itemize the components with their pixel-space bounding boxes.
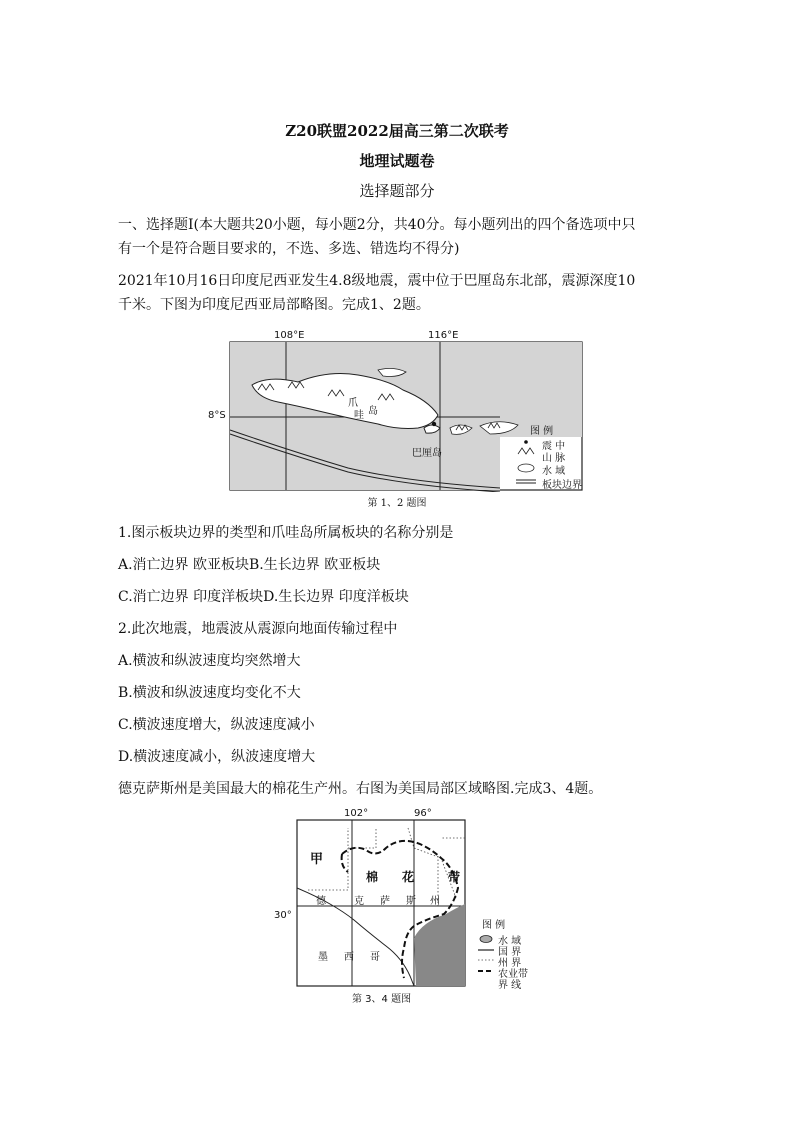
state-label-3: 萨 (380, 896, 390, 907)
section-title: 选择题部分 (359, 182, 435, 200)
lon-116: 116°E (428, 330, 459, 341)
q1-stem: 1.图示板块边界的类型和爪哇岛所属板块的名称分别是 (118, 525, 454, 541)
legend1-water: 水 域 (542, 466, 566, 477)
q2-option-c: C.横波速度增大，纵波速度减小 (118, 717, 315, 733)
map2-caption: 第 3、4 题图 (352, 994, 412, 1005)
intro1-line1: 2021年10月16日印度尼西亚发生4.8级地震，震中位于巴厘岛东北部，震源深度10 (118, 273, 636, 289)
label-jia: 甲 (310, 852, 324, 867)
lon-96: 96° (414, 808, 432, 819)
legend1-epicenter: 震 中 (542, 441, 566, 452)
belt-label-3: 带 (448, 870, 461, 884)
state-label-2: 克 (354, 896, 364, 907)
lat-30: 30° (274, 910, 292, 921)
legend2-state: 州 界 (498, 958, 522, 969)
java-label-1: 爪 (348, 398, 358, 409)
mexico-label-3: 哥 (370, 952, 380, 963)
java-label-2: 哇 (354, 410, 364, 421)
legend1-boundary: 板块边界 (542, 480, 582, 491)
mexico-label-1: 墨 (318, 952, 328, 963)
legend2-water: 水 域 (498, 936, 522, 947)
subject-title: 地理试题卷 (359, 152, 435, 170)
indonesia-map-graphic (228, 330, 584, 492)
state-label-1: 德 (316, 896, 326, 907)
state-label-5: 州 (430, 896, 440, 907)
q2-option-a: A.横波和纵波速度均突然增大 (118, 653, 301, 669)
legend2-national: 国 界 (498, 947, 522, 958)
state-label-4: 斯 (406, 896, 416, 907)
legend1-title: 图 例 (530, 426, 554, 437)
lon-108: 108°E (274, 330, 305, 341)
lat-8s: 8°S (208, 410, 226, 421)
java-label-3: 岛 (368, 406, 378, 417)
q2-stem: 2.此次地震，地震波从震源向地面传输过程中 (118, 621, 398, 637)
map1-caption: 第 1、2 题图 (367, 498, 427, 509)
section-instruction-line1: 一、选择题Ⅰ(本大题共20小题，每小题2分，共40分。每小题列出的四个备选项中只 (118, 217, 636, 233)
q2-option-d: D.横波速度减小，纵波速度增大 (118, 749, 316, 765)
bali-label: 巴厘岛 (412, 448, 442, 459)
q1-options-ab: A.消亡边界 欧亚板块B.生长边界 欧亚板块 (118, 557, 381, 573)
legend1-mountain: 山 脉 (542, 453, 566, 464)
q2-option-b: B.横波和纵波速度均变化不大 (118, 685, 301, 701)
section-instruction-line2: 有一个是符合题目要求的，不选、多选、错选均不得分) (118, 241, 460, 257)
legend2-line: 界 线 (498, 980, 522, 991)
belt-label-2: 花 (402, 870, 415, 884)
lon-102: 102° (344, 808, 369, 819)
intro2-line1: 德克萨斯州是美国最大的棉花生产州。右图为美国局部区域略图.完成3、4题。 (118, 781, 603, 797)
indonesia-map (208, 330, 584, 492)
exam-title: Z20联盟2022届高三第二次联考 (285, 122, 509, 140)
epicenter-dot (432, 422, 436, 426)
intro1-line2: 千米。下图为印度尼西亚局部略图。完成1、2题。 (118, 297, 430, 313)
us-texas-map (274, 808, 536, 991)
mexico-label-2: 西 (344, 952, 354, 963)
legend2-title: 图 例 (482, 920, 506, 931)
legend2-belt: 农业带 (498, 969, 528, 980)
q1-options-cd: C.消亡边界 印度洋板块D.生长边界 印度洋板块 (118, 589, 409, 605)
belt-label-1: 棉 (366, 870, 379, 884)
